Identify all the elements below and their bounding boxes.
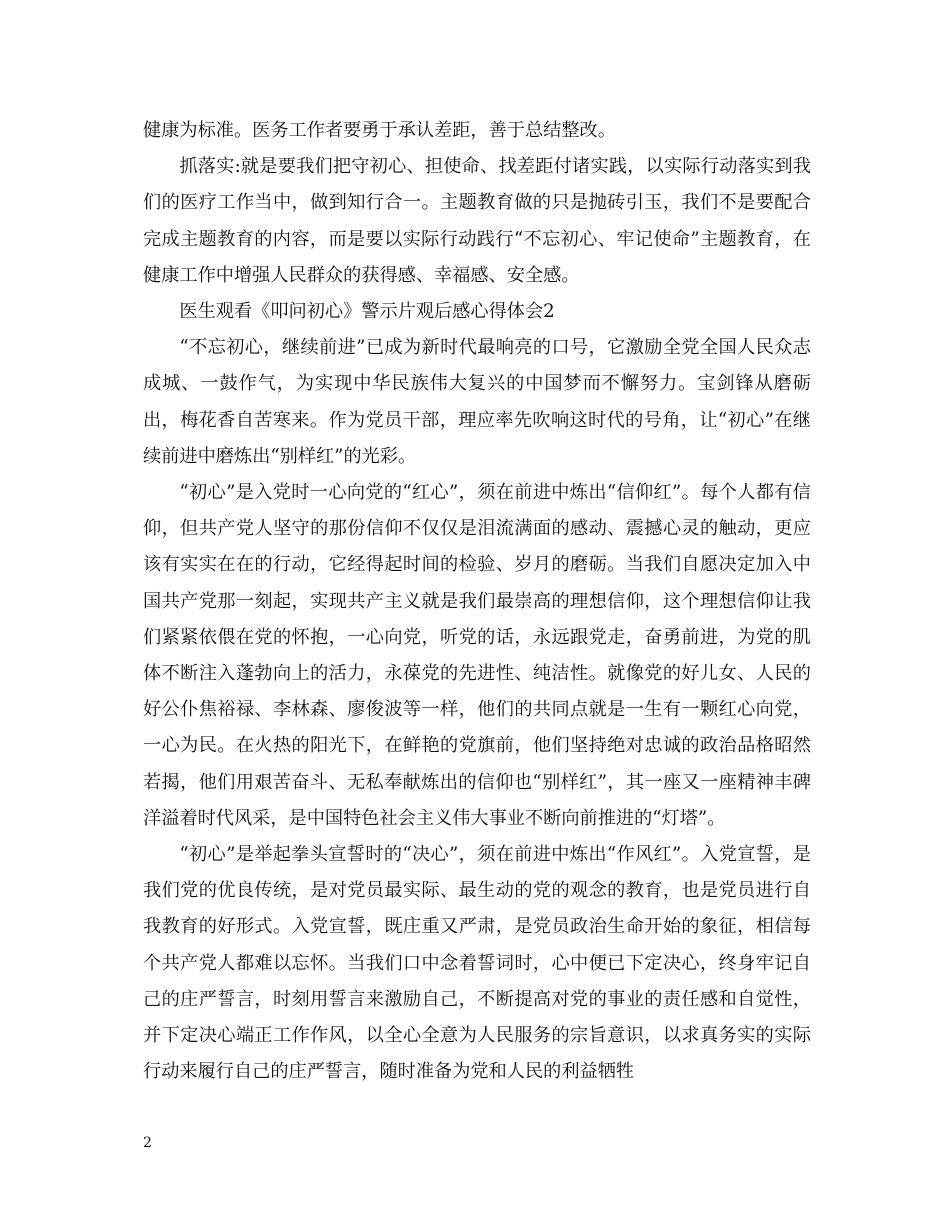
- section-heading: 医生观看《叩问初心》警示片观后感心得体会2: [179, 301, 555, 323]
- paragraph-4: “初心”是入党时一心向党的“红心”，须在前进中炼出“信仰红”。每个人都有信仰，但共产党人坚守的那份信仰不仅仅是泪流满面的感动、震撼心灵的触动，更应该有实实在在的行动，它经得起时间的检验、岁月的磨砺。当我们自愿决定加入中国共产党那一刻起，实现共产主义就是我们最崇高的理想信仰，这个理想信仰让我们紧紧依偎在党的怀抱，一心向党，听党的话，永远跟党走，奋勇前进，为党的肌体不断注入蓬勃向上的活力，永葆党的先进性、纯洁性。就像党的好儿女、人民的好公仆焦裕禄、李林森、廖俊波等一样，他们的共同点就是一生有一颗红心向党，一心为民。在火热的阳光下，在鲜艳的党旗前，他们坚持绝对忠诚的政治品格昭然若揭，他们用艰苦奋斗、无私奉献炼出的信仰也“别样红”，其一座又一座精神丰碑洋溢着时代风采，是中国特色社会主义伟大事业不断向前推进的“灯塔”。: [143, 482, 811, 829]
- paragraph-5: “初心”是举起拳头宣誓时的“决心”，须在前进中炼出“作风红”。入党宣誓，是我们党的优良传统，是对党员最实际、最生动的党的观念的教育，也是党员进行自我教育的好形式。入党宣誓，既庄重又严肃，是党员政治生命开始的象征，相信每个共产党人都难以忘怀。当我们口中念着誓词时，心中便已下定决心，终身牢记自己的庄严誓言，时刻用誓言来激励自己，不断提高对党的事业的责任感和自觉性，并下定决心端正工作作风，以全心全意为人民服务的宗旨意识，以求真务实的实际行动来履行自己的庄严誓言，随时准备为党和人民的利益牺牲: [143, 844, 811, 1083]
- paragraph-1: 健康为标准。医务工作者要勇于承认差距，善于总结整改。: [143, 120, 616, 141]
- paragraph-2: 抓落实:就是要我们把守初心、担使命、找差距付诸实践，以实际行动落实到我们的医疗工作当中，做到知行合一。主题教育做的只是抛砖引玉，我们不是要配合完成主题教育的内容，而是要以实际行动践行“不忘初心、牢记使命”主题教育，在健康工作中增强人民群众的获得感、幸福感、安全感。: [143, 156, 811, 286]
- page-number: 2: [143, 1135, 152, 1151]
- paragraph-3: “不忘初心，继续前进”已成为新时代最响亮的口号，它激励全党全国人民众志成城、一鼓作气，为实现中华民族伟大复兴的中国梦而不懈努力。宝剑锋从磨砺出，梅花香自苦寒来。作为党员干部，理应率先吹响这时代的号角，让“初心”在继续前进中磨炼出“别样红”的光彩。: [143, 337, 811, 467]
- document-body: [143, 113, 811, 1090]
